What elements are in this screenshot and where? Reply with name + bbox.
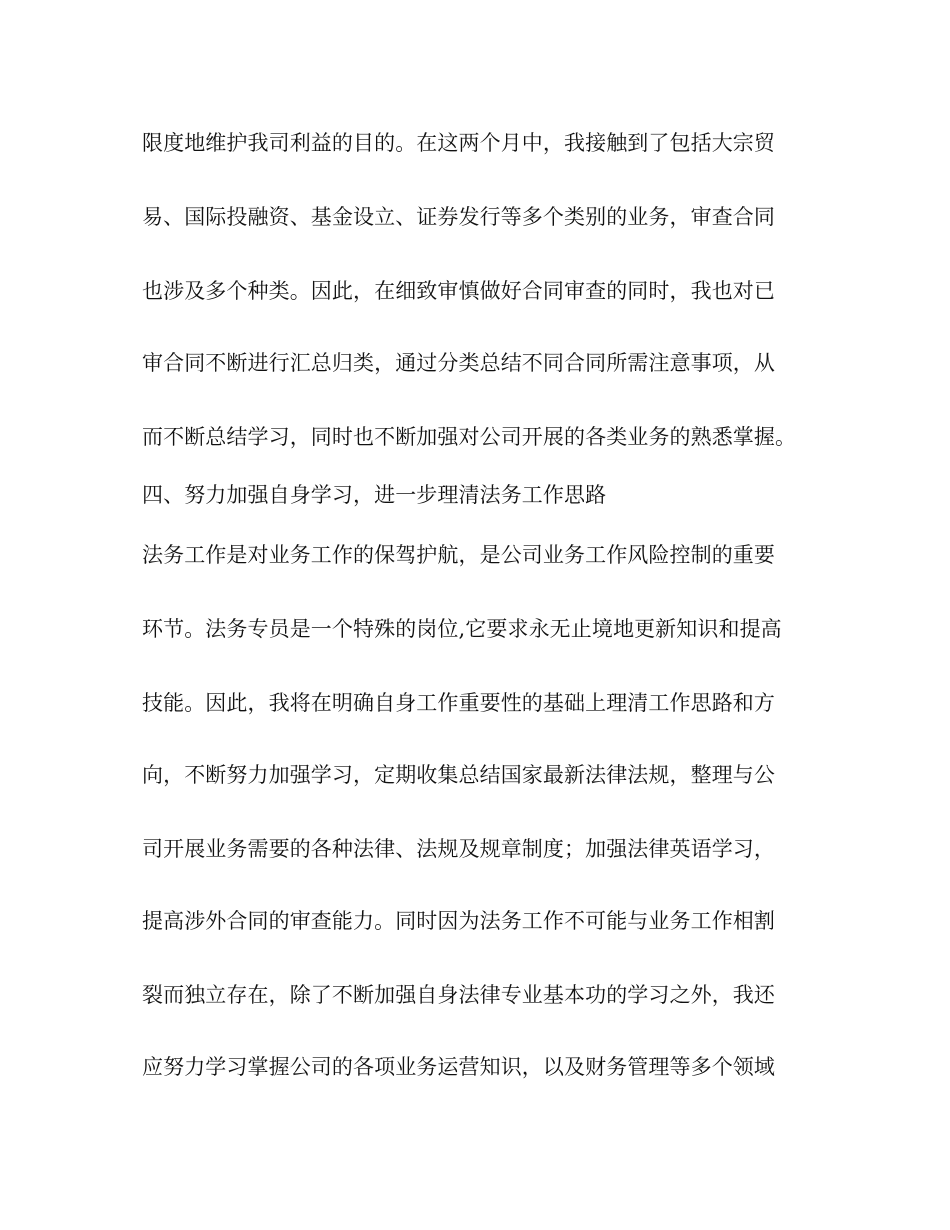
paragraph-line: 也涉及多个种类。因此，在细致审慎做好合同审查的同时，我也对已 xyxy=(142,279,775,303)
paragraph-line: 提高涉外合同的审查能力。同时因为法务工作不可能与业务工作相割 xyxy=(142,909,775,933)
paragraph-line: 司开展业务需要的各种法律、法规及规章制度；加强法律英语学习， xyxy=(142,837,775,861)
paragraph-line: 裂而独立存在，除了不断加强自身法律专业基本功的学习之外，我还 xyxy=(142,983,775,1007)
paragraph-line: 环节。法务专员是一个特殊的岗位,它要求永无止境地更新知识和提高 xyxy=(142,617,782,641)
paragraph-line: 易、国际投融资、基金设立、证券发行等多个类别的业务，审查合同 xyxy=(142,205,775,229)
paragraph-line: 向，不断努力加强学习，定期收集总结国家最新法律法规，整理与公 xyxy=(142,763,775,787)
section-heading: 四、努力加强自身学习，进一步理清法务工作思路 xyxy=(142,483,607,507)
paragraph-line: 而不断总结学习，同时也不断加强对公司开展的各类业务的熟悉掌握。 xyxy=(142,425,797,449)
paragraph-line: 审合同不断进行汇总归类，通过分类总结不同合同所需注意事项，从 xyxy=(142,351,775,375)
paragraph-line: 法务工作是对业务工作的保驾护航，是公司业务工作风险控制的重要 xyxy=(142,543,775,567)
paragraph-line: 应努力学习掌握公司的各项业务运营知识，以及财务管理等多个领域 xyxy=(142,1055,775,1079)
paragraph-line: 技能。因此，我将在明确自身工作重要性的基础上理清工作思路和方 xyxy=(142,691,775,715)
paragraph-line: 限度地维护我司利益的目的。在这两个月中，我接触到了包括大宗贸 xyxy=(142,131,775,155)
